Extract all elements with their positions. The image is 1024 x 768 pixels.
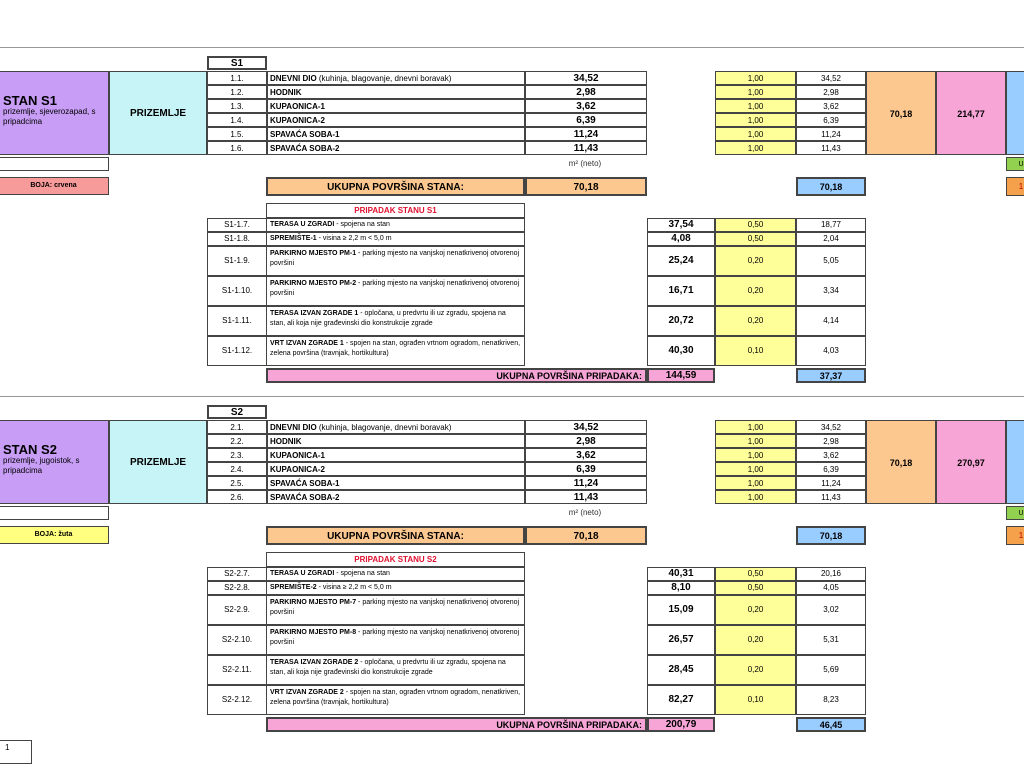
appurt-name: [266, 306, 525, 336]
room-id: 2.1.: [207, 420, 267, 434]
edge-orange-label: 1: [1006, 177, 1024, 196]
room-name-bold: SPAVAĆA SOBA-2: [270, 144, 340, 153]
color-label: BOJA: žuta: [0, 526, 109, 544]
room-weighted: 6,39: [796, 462, 866, 476]
appurt-name-bold: PARKIRNO MJESTO PM-8: [270, 629, 357, 636]
room-name-bold: KUPAONICA-1: [270, 102, 325, 111]
appurt-weighted: 3,34: [796, 276, 866, 306]
room-name-bold: SPAVAĆA SOBA-2: [270, 493, 340, 502]
room-area: 3,62: [525, 99, 647, 113]
section-rule: [0, 396, 1024, 397]
room-id: 2.5.: [207, 476, 267, 490]
edge-blue-block: [1006, 71, 1024, 155]
appurt-name: [266, 655, 525, 685]
appurt-name-bold: PARKIRNO MJESTO PM-1: [270, 250, 357, 257]
room-weighted: 3,62: [796, 448, 866, 462]
room-name: [267, 127, 525, 141]
appurt-coef: 0,10: [715, 685, 796, 715]
unit-total-area: 70,18: [866, 71, 936, 155]
room-id: 2.3.: [207, 448, 267, 462]
room-area: 2,98: [525, 85, 647, 99]
room-coef: 1,00: [715, 85, 796, 99]
room-name-bold: HODNIK: [270, 88, 302, 97]
appurt-id: S1-1.11.: [207, 306, 267, 336]
appurt-desc: - parking mjesto na vanjskoj nenatkrivenoj otvorenoj površini: [270, 250, 520, 267]
room-coef: 1,00: [715, 434, 796, 448]
room-name: [267, 462, 525, 476]
room-coef: 1,00: [715, 127, 796, 141]
appurt-area: 82,27: [647, 685, 715, 715]
room-coef: 1,00: [715, 71, 796, 85]
appurt-desc: - parking mjesto na vanjskoj nenatkrivenoj otvorenoj površini: [270, 280, 520, 297]
total-value: 70,18: [525, 177, 647, 196]
room-area: 3,62: [525, 448, 647, 462]
appurt-id: S2-2.10.: [207, 625, 267, 655]
top-rule: [0, 47, 1024, 48]
appurt-coef: 0,20: [715, 306, 796, 336]
room-area: 11,24: [525, 127, 647, 141]
appurt-desc: - opločana, u predvrtu ili uz zgradu, spojena na stan, ali koja nije građevinski dio konstrukcije zgrade: [270, 310, 506, 327]
floor-label: PRIZEMLJE: [109, 71, 207, 155]
room-name-bold: KUPAONICA-2: [270, 116, 325, 125]
appurt-weighted: 18,77: [796, 218, 866, 232]
appurt-id: S1-1.8.: [207, 232, 267, 246]
unit-subtitle: prizemlje, jugoistok, s pripadcima: [3, 456, 80, 475]
appurt-name: [266, 595, 525, 625]
appurt-name-bold: TERASA IZVAN ZGRADE 1: [270, 310, 359, 317]
appurt-area: 8,10: [647, 581, 715, 595]
room-name-bold: DNEVNI DIO: [270, 74, 317, 83]
room-weighted: 2,98: [796, 85, 866, 99]
appurt-area: 20,72: [647, 306, 715, 336]
room-name-bold: HODNIK: [270, 437, 302, 446]
appurt-desc: - spojen na stan, ograđen vrtnom ogradom, nenatkriven, zelena površina (travnjak, hortikultura): [270, 340, 521, 357]
appurt-weighted: 5,31: [796, 625, 866, 655]
appurt-name-bold: PARKIRNO MJESTO PM-2: [270, 280, 357, 287]
room-name: [267, 434, 525, 448]
appurt-coef: 0,20: [715, 655, 796, 685]
appurt-weighted: 4,05: [796, 581, 866, 595]
appurt-weighted: 5,05: [796, 246, 866, 276]
appurt-desc: - opločana, u predvrtu ili uz zgradu, spojena na stan, ali koja nije građevinski dio konstrukcije zgrade: [270, 659, 506, 676]
unit-total-area: 70,18: [866, 420, 936, 504]
unit-code-header: S1: [207, 56, 267, 70]
room-weighted: 11,43: [796, 490, 866, 504]
appurt-area: 4,08: [647, 232, 715, 246]
appurt-weighted: 3,02: [796, 595, 866, 625]
room-name-bold: KUPAONICA-2: [270, 465, 325, 474]
total-value: 70,18: [525, 526, 647, 545]
appurt-weighted: 2,04: [796, 232, 866, 246]
appurt-total: 144,59: [647, 368, 715, 383]
unit-title-block: [0, 420, 109, 504]
net-unit-label: m² (neto): [568, 159, 602, 168]
room-weighted: 34,52: [796, 71, 866, 85]
appurt-coef: 0,20: [715, 246, 796, 276]
appurt-coef: 0,50: [715, 567, 796, 581]
room-area: 11,43: [525, 141, 647, 155]
appurt-weighted-total: 46,45: [796, 717, 866, 732]
appurt-total-label: UKUPNA POVRŠINA PRIPADAKA:: [266, 368, 647, 383]
room-id: 2.4.: [207, 462, 267, 476]
floor-label: PRIZEMLJE: [109, 420, 207, 504]
appurt-coef: 0,20: [715, 625, 796, 655]
room-id: 1.5.: [207, 127, 267, 141]
appurt-weighted: 4,03: [796, 336, 866, 366]
appurt-id: S2-2.9.: [207, 595, 267, 625]
room-area: 11,24: [525, 476, 647, 490]
appurt-coef: 0,50: [715, 232, 796, 246]
room-id: 1.2.: [207, 85, 267, 99]
appurt-title: PRIPADAK STANU S2: [266, 552, 525, 567]
edge-green-label: U: [1006, 157, 1024, 171]
appurt-name-bold: TERASA U ZGRADI: [270, 570, 335, 577]
unit-code-header: S2: [207, 405, 267, 419]
unit-grand-total: 214,77: [936, 71, 1006, 155]
edge-blue-block: [1006, 420, 1024, 504]
appurt-name: [266, 276, 525, 306]
appurt-desc: - visina ≥ 2,2 m < 5,0 m: [316, 584, 392, 591]
appurt-name: [266, 625, 525, 655]
room-area: 6,39: [525, 113, 647, 127]
appurt-name-bold: PARKIRNO MJESTO PM-7: [270, 599, 357, 606]
room-desc: (kuhinja, blagovanje, dnevni boravak): [316, 74, 452, 83]
unit-grand-total: 270,97: [936, 420, 1006, 504]
room-name: [267, 141, 525, 155]
room-weighted: 11,24: [796, 127, 866, 141]
appurt-id: S1-1.10.: [207, 276, 267, 306]
appurt-name-bold: SPREMIŠTE-1: [270, 235, 317, 242]
room-id: 2.6.: [207, 490, 267, 504]
room-coef: 1,00: [715, 141, 796, 155]
appurt-name: [266, 246, 525, 276]
appurt-name-bold: TERASA IZVAN ZGRADE 2: [270, 659, 359, 666]
appurt-name: [266, 232, 525, 246]
room-desc: (kuhinja, blagovanje, dnevni boravak): [316, 423, 452, 432]
appurt-total: 200,79: [647, 717, 715, 732]
room-coef: 1,00: [715, 462, 796, 476]
appurt-id: S1-1.9.: [207, 246, 267, 276]
appurt-id: S2-2.11.: [207, 655, 267, 685]
unit-title-block: [0, 71, 109, 155]
room-id: 1.6.: [207, 141, 267, 155]
appurt-area: 16,71: [647, 276, 715, 306]
appurt-name: [266, 567, 525, 581]
appurt-title: PRIPADAK STANU S1: [266, 203, 525, 218]
empty-box: [0, 506, 109, 520]
room-weighted: 3,62: [796, 99, 866, 113]
unit-subtitle: prizemlje, sjeverozapad, s pripadcima: [3, 107, 96, 126]
appurt-desc: - spojena na stan: [334, 221, 390, 228]
room-coef: 1,00: [715, 99, 796, 113]
room-name: [267, 420, 525, 434]
appurt-weighted: 8,23: [796, 685, 866, 715]
total-label: UKUPNA POVRŠINA STANA:: [266, 526, 525, 545]
room-name: [267, 476, 525, 490]
unit-title: STAN S2: [3, 442, 57, 457]
total-label: UKUPNA POVRŠINA STANA:: [266, 177, 525, 196]
room-name: [267, 448, 525, 462]
appurt-id: S2-2.7.: [207, 567, 267, 581]
appurt-coef: 0,20: [715, 276, 796, 306]
total-weighted: 70,18: [796, 526, 866, 545]
appurt-name: [266, 581, 525, 595]
appurt-weighted: 5,69: [796, 655, 866, 685]
room-name-bold: KUPAONICA-1: [270, 451, 325, 460]
appurt-area: 26,57: [647, 625, 715, 655]
appurt-desc: - visina ≥ 2,2 m < 5,0 m: [316, 235, 392, 242]
appurt-id: S1-1.12.: [207, 336, 267, 366]
room-weighted: 6,39: [796, 113, 866, 127]
room-name-bold: SPAVAĆA SOBA-1: [270, 130, 340, 139]
room-coef: 1,00: [715, 448, 796, 462]
appurt-name-bold: TERASA U ZGRADI: [270, 221, 335, 228]
room-id: 2.2.: [207, 434, 267, 448]
appurt-weighted: 4,14: [796, 306, 866, 336]
appurt-name: [266, 685, 525, 715]
appurt-id: S1-1.7.: [207, 218, 267, 232]
room-id: 1.4.: [207, 113, 267, 127]
room-name: [267, 113, 525, 127]
unit-title: STAN S1: [3, 93, 57, 108]
room-id: 1.3.: [207, 99, 267, 113]
room-area: 34,52: [525, 420, 647, 434]
edge-orange-label: 1: [1006, 526, 1024, 545]
bottom-corner-box: 1: [0, 740, 32, 764]
room-coef: 1,00: [715, 476, 796, 490]
appurt-coef: 0,50: [715, 218, 796, 232]
color-label: BOJA: crvena: [0, 177, 109, 195]
room-coef: 1,00: [715, 420, 796, 434]
appurt-id: S2-2.8.: [207, 581, 267, 595]
total-weighted: 70,18: [796, 177, 866, 196]
appurt-name-bold: VRT IZVAN ZGRADE 2: [270, 689, 344, 696]
empty-box: [0, 157, 109, 171]
appurt-desc: - parking mjesto na vanjskoj nenatkrivenoj otvorenoj površini: [270, 599, 520, 616]
room-area: 2,98: [525, 434, 647, 448]
appurt-area: 37,54: [647, 218, 715, 232]
net-unit-label: m² (neto): [568, 508, 602, 517]
room-name: [267, 85, 525, 99]
appurt-area: 40,30: [647, 336, 715, 366]
room-area: 34,52: [525, 71, 647, 85]
appurt-coef: 0,10: [715, 336, 796, 366]
appurt-name-bold: VRT IZVAN ZGRADE 1: [270, 340, 344, 347]
appurt-weighted: 20,16: [796, 567, 866, 581]
appurt-id: S2-2.12.: [207, 685, 267, 715]
appurt-total-label: UKUPNA POVRŠINA PRIPADAKA:: [266, 717, 647, 732]
appurt-name: [266, 218, 525, 232]
appurt-desc: - parking mjesto na vanjskoj nenatkrivenoj otvorenoj površini: [270, 629, 520, 646]
room-name: [267, 71, 525, 85]
room-name: [267, 490, 525, 504]
room-area: 11,43: [525, 490, 647, 504]
appurt-area: 40,31: [647, 567, 715, 581]
room-weighted: 11,43: [796, 141, 866, 155]
room-name-bold: DNEVNI DIO: [270, 423, 317, 432]
appurt-coef: 0,50: [715, 581, 796, 595]
room-area: 6,39: [525, 462, 647, 476]
appurt-name: [266, 336, 525, 366]
room-name-bold: SPAVAĆA SOBA-1: [270, 479, 340, 488]
room-coef: 1,00: [715, 490, 796, 504]
appurt-area: 15,09: [647, 595, 715, 625]
appurt-weighted-total: 37,37: [796, 368, 866, 383]
appurt-coef: 0,20: [715, 595, 796, 625]
room-weighted: 34,52: [796, 420, 866, 434]
room-name: [267, 99, 525, 113]
appurt-area: 25,24: [647, 246, 715, 276]
room-coef: 1,00: [715, 113, 796, 127]
appurt-desc: - spojena na stan: [334, 570, 390, 577]
room-weighted: 2,98: [796, 434, 866, 448]
appurt-desc: - spojen na stan, ograđen vrtnom ogradom, nenatkriven, zelena površina (travnjak, hortikultura): [270, 689, 521, 706]
appurt-area: 28,45: [647, 655, 715, 685]
edge-green-label: U: [1006, 506, 1024, 520]
appurt-name-bold: SPREMIŠTE-2: [270, 584, 317, 591]
room-weighted: 11,24: [796, 476, 866, 490]
room-id: 1.1.: [207, 71, 267, 85]
